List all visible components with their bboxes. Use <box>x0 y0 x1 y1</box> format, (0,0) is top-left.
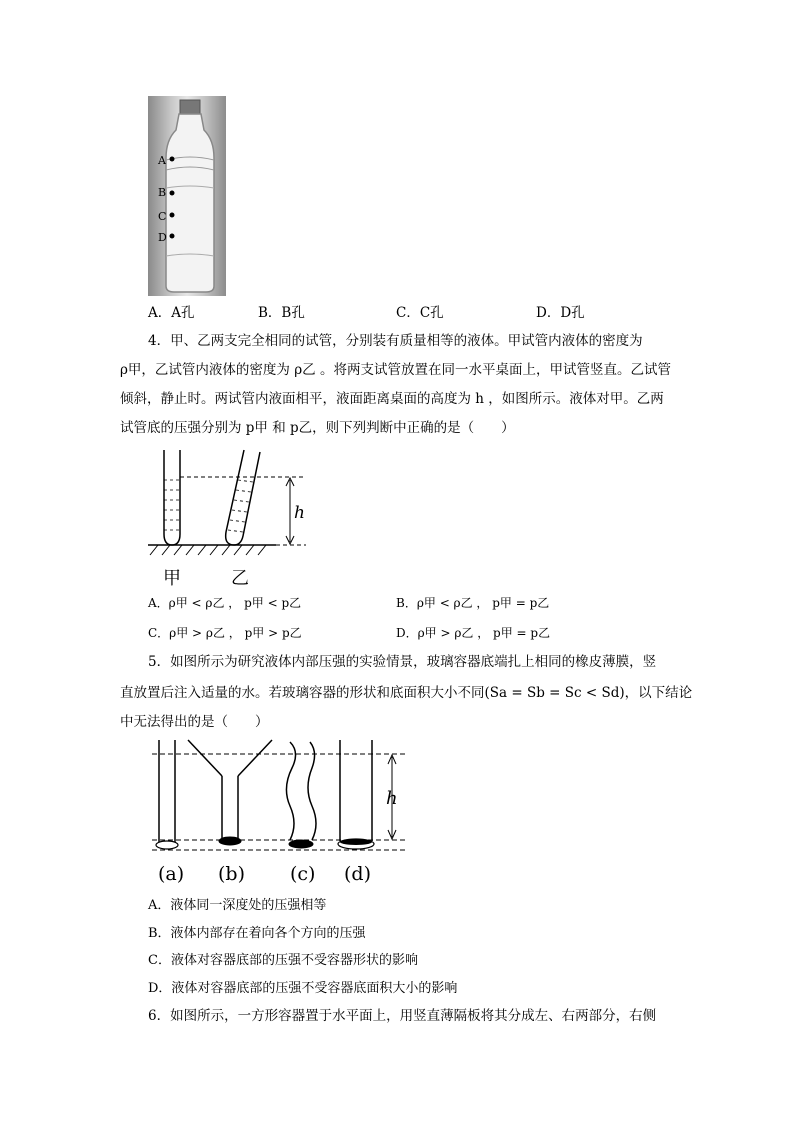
hole-label-d: D <box>158 231 167 244</box>
q4-option-d[interactable]: D．ρ甲 > ρ乙 ， p甲 = p乙 <box>396 626 551 640</box>
q5-text-line3: 中无法得出的是（ ） <box>120 714 269 730</box>
bottle-photo <box>148 96 226 296</box>
q5-container-figure <box>150 740 410 855</box>
q5-option-d[interactable]: D．液体对容器底部的压强不受容器底面积大小的影响 <box>148 981 458 996</box>
q5-option-c[interactable]: C．液体对容器底部的压强不受容器形状的影响 <box>148 953 418 968</box>
hole-label-a: A <box>158 154 166 167</box>
q5-fig-label-b: (b) <box>218 863 245 885</box>
q4-fig-yi-label: 乙 <box>231 568 249 589</box>
q3-option-c[interactable]: C．C孔 <box>396 305 444 321</box>
q6-text-line1: 6．如图所示，一方形容器置于水平面上，用竖直薄隔板将其分成左、右两部分，右侧 <box>148 1008 657 1024</box>
q4-option-c[interactable]: C．ρ甲 > ρ乙 ， p甲 > p乙 <box>148 626 302 640</box>
q3-option-a[interactable]: A．A孔 <box>148 305 195 321</box>
q5-option-a[interactable]: A．液体同一深度处的压强相等 <box>148 898 327 913</box>
hole-label-c: C <box>158 210 167 223</box>
q3-option-b[interactable]: B．B孔 <box>258 305 305 321</box>
q4-text-line1: 4．甲、乙两支完全相同的试管，分别装有质量相等的液体。甲试管内液体的密度为 <box>148 333 643 349</box>
q5-fig-label-a: (a) <box>158 863 185 885</box>
q4-text-line4: 试管底的压强分别为 p甲 和 p乙，则下列判断中正确的是（ ） <box>120 420 515 436</box>
q4-fig-h-label: h <box>294 503 305 523</box>
q5-fig-label-d: (d) <box>344 863 371 885</box>
q5-fig-h-label: h <box>386 788 398 809</box>
q4-fig-jia-label: 甲 <box>163 568 181 589</box>
q5-option-b[interactable]: B．液体内部存在着向各个方向的压强 <box>148 926 366 941</box>
q4-text-line2: ρ甲，乙试管内液体的密度为 ρ乙 。将两支试管放置在同一水平桌面上，甲试管竖直。乙试管 <box>120 362 671 378</box>
q3-option-d[interactable]: D．D孔 <box>536 305 585 321</box>
q5-text-line2: 直放置后注入适量的水。若玻璃容器的形状和底面积大小不同(Sa = Sb = Sc < Sd)，以下结论 <box>120 685 693 701</box>
q5-fig-label-c: (c) <box>290 863 316 885</box>
q5-text-line1: 5．如图所示为研究液体内部压强的实验情景，玻璃容器底端扎上相同的橡皮薄膜，竖 <box>148 654 657 670</box>
q4-test-tube-figure <box>146 446 316 556</box>
q4-option-b[interactable]: B．ρ甲 < ρ乙 ， p甲 = p乙 <box>396 596 550 610</box>
q4-text-line3: 倾斜，静止时。两试管内液面相平，液面距离桌面的高度为 h ，如图所示。液体对甲。乙两 <box>120 391 664 407</box>
hole-label-b: B <box>158 186 167 199</box>
q4-option-a[interactable]: A．ρ甲 < ρ乙 ， p甲 < p乙 <box>148 596 302 610</box>
